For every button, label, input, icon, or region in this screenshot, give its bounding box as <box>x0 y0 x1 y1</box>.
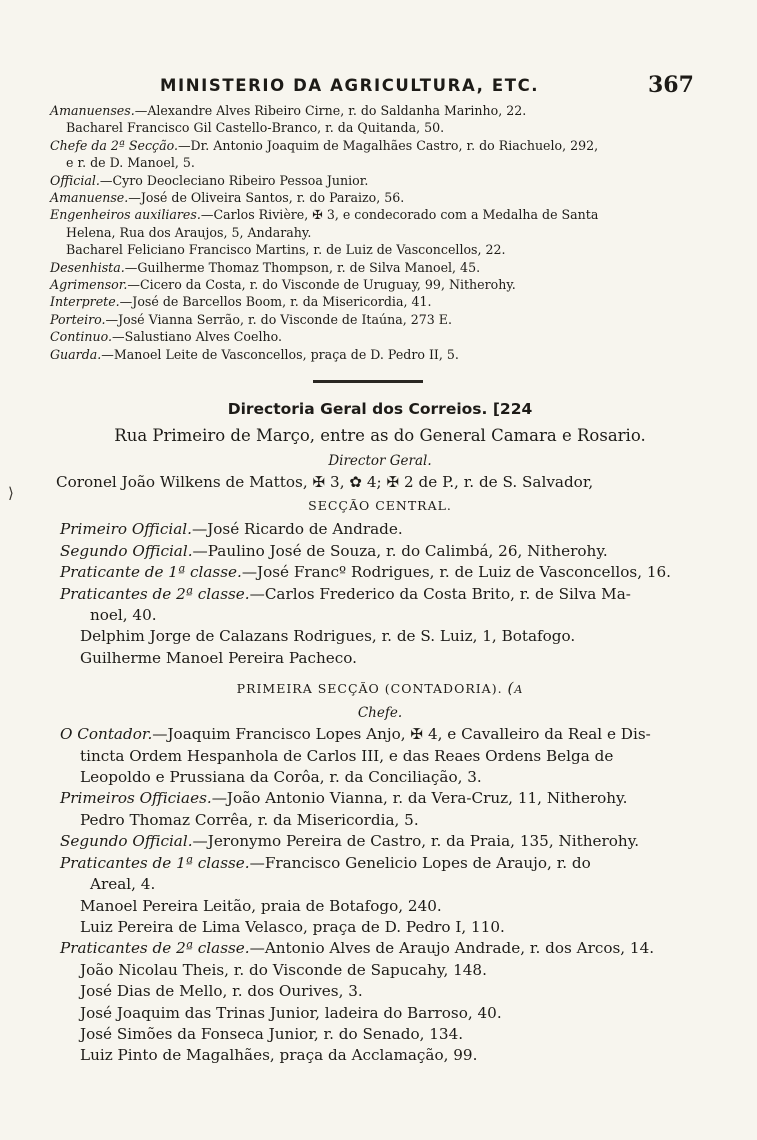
entry-role: Guarda. <box>50 346 102 362</box>
central-staff-list <box>60 519 700 669</box>
entry-text: —Dr. Antonio Joaquim de Magalhães Castro, r. do Riachuelo, 292, <box>177 137 599 153</box>
entry-line <box>60 896 700 917</box>
entry-text: Guilherme Manoel Pereira Pacheco. <box>80 648 357 667</box>
entry-role: Segundo Official. <box>60 832 193 851</box>
entry-role: Engenheiros auxiliares. <box>50 207 201 223</box>
entry-text: João Nicolau Theis, r. do Visconde de Sapucahy, 148. <box>80 960 487 979</box>
entry-line <box>50 102 700 119</box>
directory-ref: [224 <box>492 400 533 418</box>
entry-line <box>50 189 700 206</box>
directory-title: Directoria Geral dos Correios. <box>227 400 488 418</box>
section-divider <box>313 380 423 383</box>
entry-role: Praticantes de 1ª classe. <box>60 853 250 872</box>
entry-line <box>60 626 700 647</box>
director-label: Director Geral. <box>328 453 432 469</box>
ministry-staff-list <box>50 102 700 363</box>
contadoria-staff-list <box>60 724 700 1067</box>
entry-line <box>50 259 700 276</box>
entry-text: —Cyro Deocleciano Ribeiro Pessoa Junior. <box>99 172 369 188</box>
entry-text: Bacharel Francisco Gil Castello-Branco, r. da Quitanda, 50. <box>66 120 445 136</box>
entry-line <box>50 346 700 363</box>
entry-role: Praticantes de 2ª classe. <box>60 584 250 603</box>
entry-line <box>60 605 700 626</box>
entry-text: Pedro Thomaz Corrêa, r. da Misericordia, 5. <box>80 810 419 829</box>
entry-line <box>50 137 700 154</box>
entry-line <box>60 562 700 583</box>
entry-text: —José de Barcellos Boom, r. da Misericordia, 41. <box>119 294 432 310</box>
entry-line <box>60 584 700 605</box>
entry-role: Porteiro. <box>50 311 106 327</box>
entry-line <box>60 981 700 1002</box>
entry-text: —Manoel Leite de Vasconcellos, praça de D. Pedro II, 5. <box>101 346 459 362</box>
entry-role: Continuo. <box>50 329 113 345</box>
entry-text: Delphim Jorge de Calazans Rodrigues, r. de S. Luiz, 1, Botafogo. <box>80 627 576 646</box>
director-entry: Coronel João Wilkens de Mattos, ✠ 3, ✿ 4; ✠ 2 de P., r. de S. Salvador, <box>56 473 594 491</box>
entry-line <box>60 874 700 895</box>
entry-line <box>60 788 700 809</box>
entry-text: Areal, 4. <box>90 875 156 894</box>
entry-role: O Contador. <box>60 725 153 744</box>
entry-text: —Cicero da Costa, r. do Visconde de Uruguay, 99, Nitherohy. <box>127 277 516 293</box>
entry-line <box>60 960 700 981</box>
entry-text: Leopoldo e Prussiana da Corôa, r. da Conciliação, 3. <box>80 768 482 787</box>
entry-role: Agrimensor. <box>50 277 128 293</box>
entry-text: noel, 40. <box>90 606 157 625</box>
contadoria-heading <box>60 675 700 702</box>
entry-line <box>60 519 700 540</box>
entry-text: Manoel Pereira Leitão, praia de Botafogo, 240. <box>80 896 442 915</box>
entry-text: Helena, Rua dos Araujos, 5, Andarahy. <box>66 224 312 240</box>
entry-line <box>60 810 700 831</box>
entry-role: Praticante de 1ª classe. <box>60 563 242 582</box>
page-number: 367 <box>648 72 694 98</box>
entry-text: —Carlos Frederico da Costa Brito, r. de Silva Ma- <box>249 584 631 603</box>
entry-text: Bacharel Feliciano Francisco Martins, r. de Luiz de Vasconcellos, 22. <box>66 242 506 258</box>
entry-text: José Joaquim das Trinas Junior, ladeira do Barroso, 40. <box>80 1003 502 1022</box>
entry-line <box>60 917 700 938</box>
entry-text: Luiz Pinto de Magalhães, praça da Acclamação, 99. <box>80 1046 478 1065</box>
page-title: MINISTERIO DA AGRICULTURA, ETC. <box>160 76 540 95</box>
contadoria-ref: (a <box>507 679 524 698</box>
entry-text: —Guilherme Thomaz Thompson, r. de Silva Manoel, 45. <box>124 259 481 275</box>
entry-role: Desenhista. <box>50 259 125 275</box>
entry-line <box>60 1003 700 1024</box>
entry-text: —João Antonio Vianna, r. da Vera-Cruz, 11, Nitherohy. <box>211 789 628 808</box>
entry-role: Amanuenses. <box>50 103 135 118</box>
entry-role: Amanuense. <box>50 190 129 206</box>
entry-text: —José de Oliveira Santos, r. do Paraizo, 56. <box>128 190 405 206</box>
entry-line <box>60 746 700 767</box>
entry-text: José Dias de Mello, r. dos Ourives, 3. <box>80 982 363 1001</box>
entry-line <box>60 541 700 562</box>
entry-line <box>60 853 700 874</box>
entry-role: Segundo Official. <box>60 541 193 560</box>
entry-line <box>60 724 700 745</box>
entry-role: Interprete. <box>50 294 120 310</box>
entry-text: —Joaquim Francisco Lopes Anjo, ✠ 4, e Cavalleiro da Real e Dis- <box>152 725 651 744</box>
entry-text: —Paulino José de Souza, r. do Calimbá, 26, Nitherohy. <box>192 541 608 560</box>
entry-text: —Alexandre Alves Ribeiro Cirne, r. do Saldanha Marinho, 22. <box>134 103 527 118</box>
entry-text: —Antonio Alves de Araujo Andrade, r. dos Arcos, 14. <box>249 939 655 958</box>
entry-line <box>50 311 700 328</box>
entry-line <box>50 293 700 310</box>
entry-text: Luiz Pereira de Lima Velasco, praça de D. Pedro I, 110. <box>80 917 505 936</box>
entry-role: Primeiros Officiaes. <box>60 789 212 808</box>
contadoria-label: PRIMEIRA SECÇÃO (CONTADORIA). <box>236 681 503 697</box>
entry-line <box>50 119 700 136</box>
central-section-label: SECÇÃO CENTRAL. <box>308 498 452 514</box>
entry-line <box>50 241 700 258</box>
entry-text: —Francisco Genelicio Lopes de Araujo, r. do <box>249 853 591 872</box>
entry-line <box>50 172 700 189</box>
entry-line <box>60 648 700 669</box>
entry-line <box>60 767 700 788</box>
entry-role: Praticantes de 2ª classe. <box>60 939 250 958</box>
entry-text: e r. de D. Manoel, 5. <box>66 155 195 171</box>
entry-text: —Jeronymo Pereira de Castro, r. da Praia, 135, Nitherohy. <box>192 832 640 851</box>
entry-line <box>50 154 700 171</box>
entry-text: —José Ricardo de Andrade. <box>192 520 403 539</box>
margin-mark: ⟩ <box>8 484 14 502</box>
directory-address: Rua Primeiro de Março, entre as do General Camara e Rosario. <box>114 426 646 445</box>
entry-line <box>50 328 700 345</box>
entry-text: —Salustiano Alves Coelho. <box>112 329 282 345</box>
entry-line <box>60 831 700 852</box>
directory-heading <box>60 396 700 422</box>
entry-text: —Carlos Rivière, ✠ 3, e condecorado com a Medalha de Santa <box>200 207 599 223</box>
chefe-label: Chefe. <box>357 705 403 722</box>
entry-line <box>50 276 700 293</box>
entry-line <box>50 224 700 241</box>
entry-role: Official. <box>50 172 100 188</box>
entry-role: Primeiro Official. <box>60 520 192 539</box>
entry-line <box>60 1024 700 1045</box>
entry-line <box>60 1045 700 1066</box>
entry-text: tincta Ordem Hespanhola de Carlos III, e das Reaes Ordens Belga de <box>80 746 614 765</box>
entry-role: Chefe da 2ª Secção. <box>50 137 178 153</box>
entry-line <box>50 206 700 223</box>
entry-line <box>60 938 700 959</box>
entry-text: José Simões da Fonseca Junior, r. do Senado, 134. <box>80 1024 464 1043</box>
page-header <box>0 72 757 102</box>
entry-text: —José Vianna Serrão, r. do Visconde de Itaúna, 273 E. <box>105 311 452 327</box>
entry-text: —José Francº Rodrigues, r. de Luiz de Vasconcellos, 16. <box>241 563 672 582</box>
correios-section <box>56 396 700 1067</box>
